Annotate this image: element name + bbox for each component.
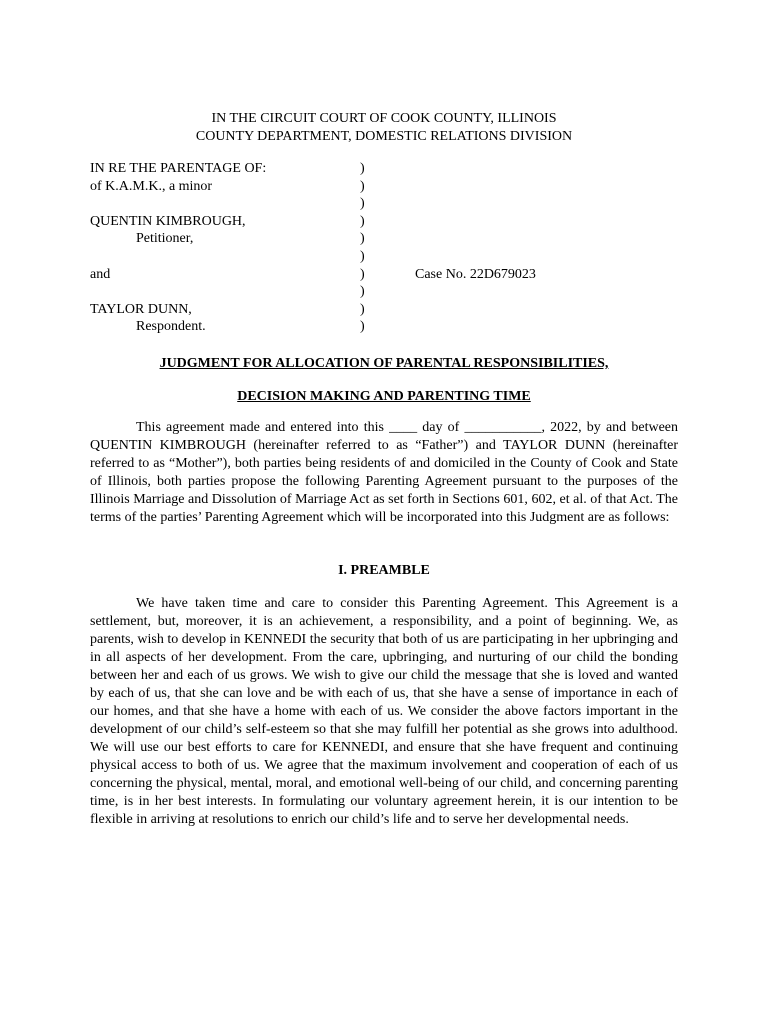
intro-paragraph: This agreement made and entered into this ____ day of ___________, 2022, by and between QUENTIN KIMBROUGH (hereinafter referred to as “Father”) and TAYLOR DUNN (hereinafter referred to as “Mother”), both parties being residents of and domiciled in the County of Cook and State of Illinois, both parties propose the following Parenting Agreement pursuant to the purposes of the Illinois Marriage and Dissolution of Marriage Act as set forth in Sections 601, 602, et al. of that Act. The terms of the parties’ Parenting Agreement which will be incorporated into this Judgment are as follows: bbox=[90, 420, 678, 525]
document-title-line-1: JUDGMENT FOR ALLOCATION OF PARENTAL RESPONSIBILITIES, bbox=[159, 356, 609, 371]
caption-paren: ) bbox=[360, 266, 365, 282]
caption-row bbox=[90, 213, 690, 231]
caption-row bbox=[90, 283, 690, 301]
caption-paren: ) bbox=[360, 213, 365, 229]
court-division: COUNTY DEPARTMENT, DOMESTIC RELATIONS DIVISION bbox=[195, 129, 573, 144]
respondent-role: Respondent. bbox=[136, 319, 206, 335]
caption-row bbox=[90, 248, 690, 266]
and-label: and bbox=[90, 266, 111, 282]
caption-paren: ) bbox=[360, 248, 365, 264]
preamble-paragraph: We have taken time and care to consider this Parenting Agreement. This Agreement is a settlement, but, moreover, it is an achievement, a responsibility, and a point of beginning. We, as parents, wish to develop in KENNEDI the security that both of us are participating in her upbringing and in all aspects of her development. From the care, upbringing, and nurturing of our child the bonding between her and each of us grows. We wish to give our child the message that she is loved and wanted by each of us, that she can love and be with each of us, that she have a sense of importance in each of our homes, and that she have a home with each of us. We consider the above factors important in the development of our child’s self-esteem so that she may fulfill her potential as she grows into adulthood. We will use our best efforts to care for KENNEDI, and ensure that she have frequent and continuing physical access to both of us. We agree that the maximum involvement and cooperation of each of us concerning the physical, mental, moral, and emotional well-being of our child, and concerning parenting time, is in her best interests. In formulating our voluntary agreement herein, it is our intention to be flexible in arriving at resolutions to enrich our child’s life and to serve her developmental needs. bbox=[90, 596, 678, 827]
petitioner-name: QUENTIN KIMBROUGH, bbox=[90, 213, 246, 229]
preamble-heading: I. PREAMBLE bbox=[338, 563, 430, 578]
caption-paren: ) bbox=[360, 231, 365, 247]
minor-label: of K.A.M.K., a minor bbox=[90, 178, 213, 194]
caption-row bbox=[90, 301, 690, 319]
caption-paren: ) bbox=[360, 284, 365, 300]
document-title-line-2: DECISION MAKING AND PARENTING TIME bbox=[237, 389, 531, 404]
caption-row bbox=[90, 195, 690, 213]
caption-paren: ) bbox=[360, 178, 365, 194]
caption-row bbox=[90, 230, 690, 248]
respondent-name: TAYLOR DUNN, bbox=[90, 301, 192, 317]
petitioner-role: Petitioner, bbox=[136, 231, 194, 247]
caption-row bbox=[90, 266, 690, 284]
caption-paren: ) bbox=[360, 301, 365, 317]
caption-row bbox=[90, 160, 690, 178]
court-header bbox=[0, 110, 768, 146]
caption-paren: ) bbox=[360, 319, 365, 335]
caption-paren: ) bbox=[360, 196, 365, 212]
case-caption bbox=[90, 160, 690, 336]
caption-row bbox=[90, 178, 690, 196]
caption-paren: ) bbox=[360, 161, 365, 176]
case-number: Case No. 22D679023 bbox=[415, 266, 536, 282]
caption-row bbox=[90, 318, 690, 336]
in-re-label: IN RE THE PARENTAGE OF: bbox=[90, 161, 267, 176]
court-name: IN THE CIRCUIT COURT OF COOK COUNTY, ILLINOIS bbox=[211, 111, 557, 126]
